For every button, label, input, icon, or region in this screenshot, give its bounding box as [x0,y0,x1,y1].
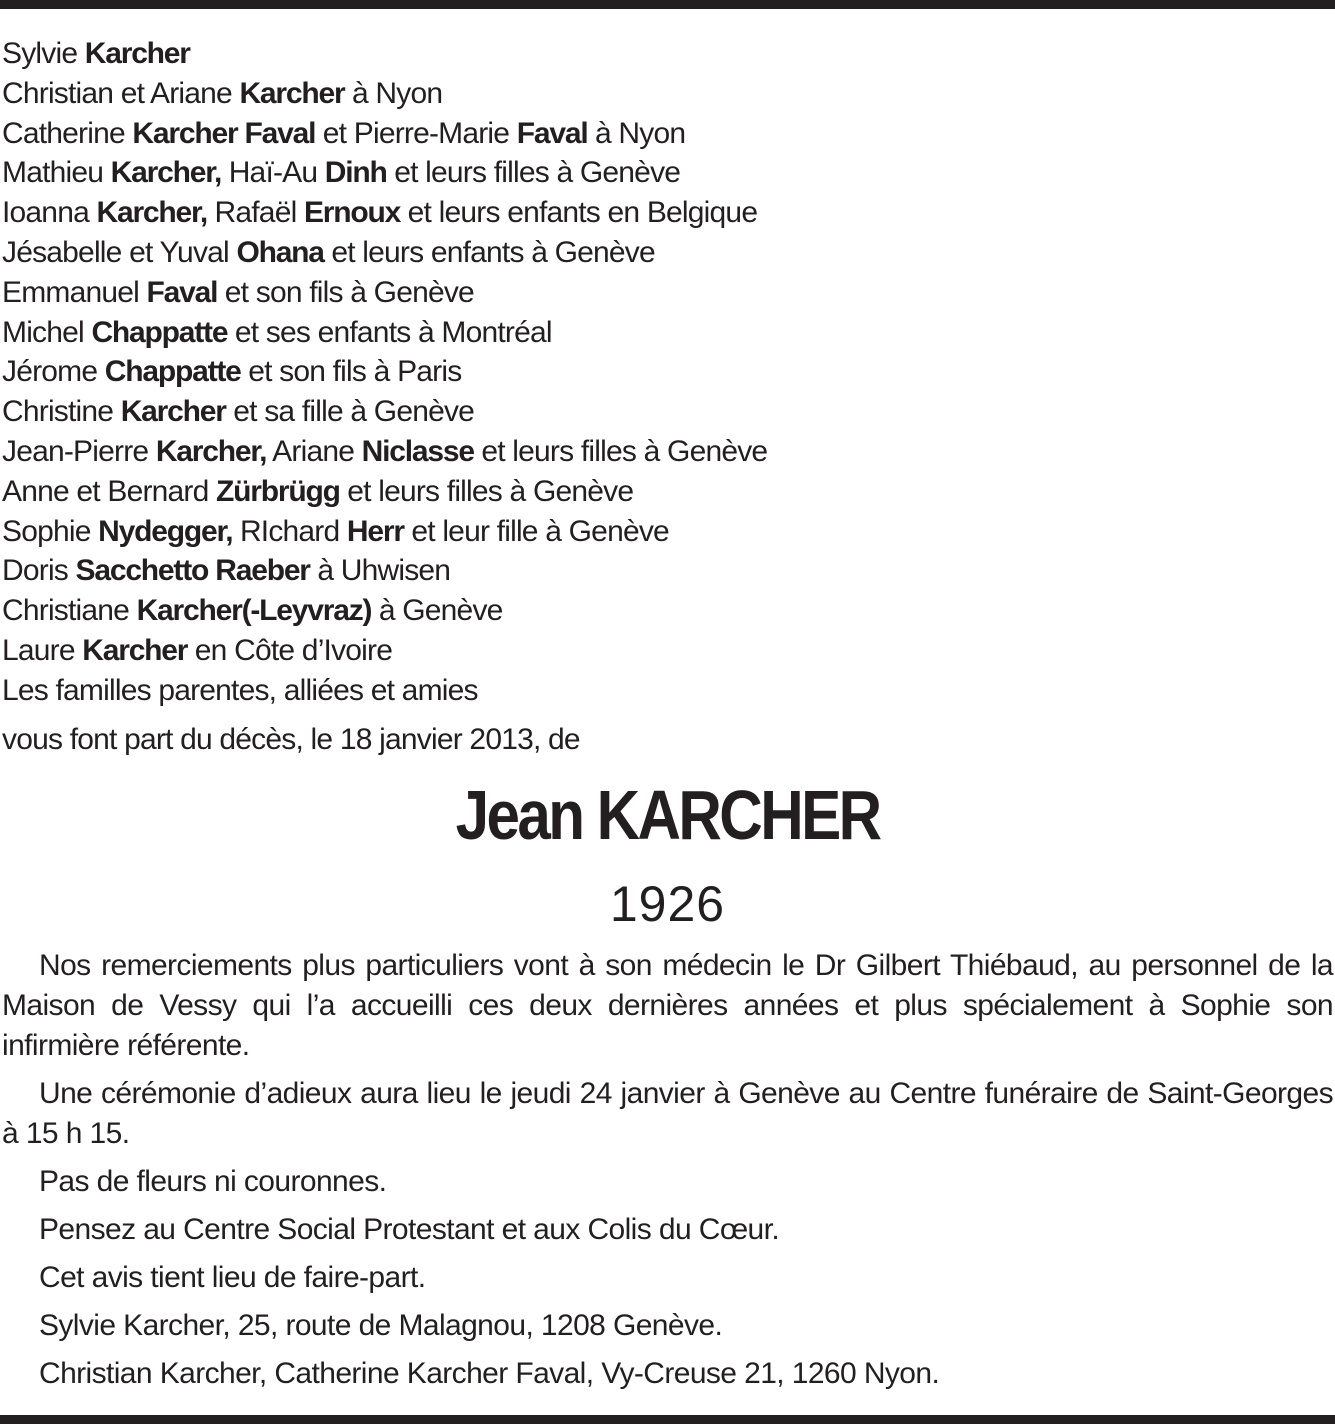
family-text: et son fils à Genève [217,275,474,309]
family-text: Christine [2,395,121,429]
family-text: Jean-Pierre [2,434,156,468]
family-surname: Karcher, [96,196,207,230]
paragraph-no-flowers: Pas de fleurs ni couronnes. [39,1165,387,1198]
family-line [2,233,1332,273]
family-surname: Zürbrügg [216,474,340,508]
family-list [2,34,1332,711]
family-text: en Côte d’Ivoire [187,633,393,667]
family-text: Haï-Au [221,156,325,190]
family-surname: Karcher [120,395,226,429]
family-text: et leurs filles à Genève [386,156,681,190]
family-line [2,34,1332,74]
family-text: Jérome [2,355,105,389]
family-line [2,591,1332,631]
family-text: et leurs enfants à Genève [323,235,655,269]
family-text: à Nyon [344,76,443,110]
family-text: et leurs filles à Genève [473,434,768,468]
paragraph-address-1: Sylvie Karcher, 25, route de Malagnou, 1208 Genève. [39,1309,723,1342]
paragraph-charity: Pensez au Centre Social Protestant et aux Colis du Cœur. [39,1213,780,1246]
family-text: Anne et Bernard [2,474,217,508]
notice-body [2,946,1333,1402]
family-text: Mathieu [2,156,111,190]
family-surname: Sacchetto Raeber [75,554,310,588]
family-text: et Pierre-Marie [315,116,517,150]
family-surname: Chappatte [104,355,241,389]
family-surname: Karcher Faval [132,116,316,150]
family-text: Jésabelle et Yuval [2,235,237,269]
family-text: RIchard [232,514,347,548]
family-surname: Ohana [236,235,324,269]
family-text: et son fils à Paris [240,355,462,389]
family-text: et leur fille à Genève [403,514,669,548]
family-line [2,313,1332,353]
family-line [2,153,1332,193]
family-line [2,114,1332,154]
family-text: et leurs enfants en Belgique [400,196,758,230]
family-surname: Karcher [239,76,345,110]
family-text: à Genève [371,594,503,628]
family-text: Sophie [2,514,99,548]
family-surname: Faval [146,275,218,309]
family-text: Catherine [2,116,133,150]
family-text: Rafaël [206,196,304,230]
bottom-border-rule [0,1415,1335,1424]
family-text: et sa fille à Genève [225,395,475,429]
family-text: Ioanna [2,196,97,230]
family-line [2,671,1332,711]
family-text: Sylvie [2,37,85,70]
family-text: Emmanuel [2,275,147,309]
family-surname: Karcher, [155,434,267,468]
deceased-name: Jean KARCHER [455,776,880,854]
family-text: Ariane [266,434,362,468]
family-surname: Ernoux [303,196,401,230]
family-text: et leurs filles à Genève [339,474,634,508]
family-line [2,74,1332,114]
family-text: Christiane [2,594,137,628]
family-line [2,273,1332,313]
top-border-rule [0,0,1335,9]
family-text: et ses enfants à Montréal [227,315,552,349]
family-surname: Karcher [82,633,188,667]
family-text: à Nyon [587,116,686,150]
family-text: Michel [2,315,92,349]
family-text: Les familles parentes, alliées et amies [2,673,478,707]
family-line [2,551,1332,591]
paragraph-address-2: Christian Karcher, Catherine Karcher Faval, Vy-Creuse 21, 1260 Nyon. [39,1357,940,1390]
family-surname: Faval [516,116,588,150]
family-line [2,392,1332,432]
family-line [2,631,1332,671]
deceased-year: 1926 [609,876,726,932]
paragraph-ceremony: Une cérémonie d’adieux aura lieu le jeudi 24 janvier à Genève au Centre funéraire de Saint-Georges à 15 h 15. [2,1077,1333,1150]
family-surname: Chappatte [91,315,228,349]
family-text: à Uhwisen [309,554,451,588]
announcement-text: vous font part du décès, le 18 janvier 2013, de [2,723,580,756]
family-surname: Herr [346,514,404,548]
family-text: Doris [2,554,76,588]
family-line [2,512,1332,552]
family-line [2,472,1332,512]
family-line [2,193,1332,233]
family-surname: Karcher, [110,156,222,190]
family-surname: Karcher [84,37,190,70]
family-surname: Nydegger, [98,514,233,548]
family-surname: Niclasse [361,434,474,468]
family-surname: Dinh [324,156,387,190]
family-text: Laure [2,633,83,667]
family-line [2,432,1332,472]
family-surname: Karcher(-Leyvraz) [136,594,372,628]
paragraph-thanks: Nos remerciements plus particuliers vont à son médecin le Dr Gilbert Thiébaud, au personnel de la Maison de Vessy qui l’a accueilli ces deux dernières années et plus spécialement à Sophie son infirmière référente. [2,949,1333,1062]
family-text: Christian et Ariane [2,76,240,110]
family-line [2,352,1332,392]
paragraph-notice: Cet avis tient lieu de faire-part. [39,1261,426,1294]
